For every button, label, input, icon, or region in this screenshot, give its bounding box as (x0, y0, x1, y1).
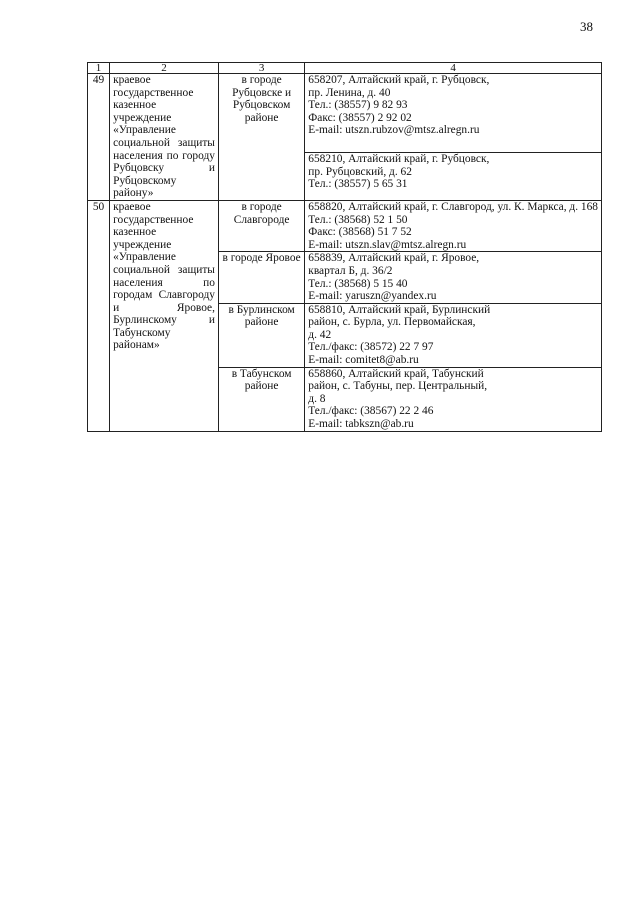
institutions-table (87, 62, 602, 432)
contact-line: д. 42 (308, 328, 332, 341)
contact-line: Факс: (38557) 2 92 02 (308, 111, 412, 124)
contact-details (305, 252, 602, 303)
contact-details (305, 153, 602, 201)
organization-name: краевое государственное казенное учреждение «Управление социальной защиты населения по городу Рубцовску и Рубцовскому району» (110, 74, 219, 201)
contact-line: Тел.: (38568) 5 15 40 (308, 277, 408, 290)
contact-line: Тел.: (38557) 9 82 93 (308, 99, 408, 112)
column-header: 1 (88, 63, 110, 74)
organization-name: краевое государственное казенное учреждение «Управление социальной защиты населения по городам Славгороду и Яровое, Бурлинскому и Табунскому районам» (110, 200, 219, 431)
email-line: E-mail: utszn.rubzov@mtsz.alregn.ru (308, 124, 480, 137)
email-line: E-mail: yaruszn@yandex.ru (308, 290, 437, 303)
branch-location: в городе Яровое (218, 252, 304, 303)
contact-line: 658810, Алтайский край, Бурлинский (308, 303, 491, 316)
contact-details (305, 303, 602, 367)
table-row (88, 74, 602, 153)
table-header-row (88, 63, 602, 74)
contact-line: 658860, Алтайский край, Табунский (308, 367, 484, 380)
contact-line: 658820, Алтайский край, г. Славгород, ул. К. Маркса, д. 168 (308, 200, 598, 213)
contact-line: Тел.: (38557) 5 65 31 (308, 178, 408, 191)
email-line: E-mail: utszn.slav@mtsz.alregn.ru (308, 238, 467, 251)
row-number: 50 (88, 200, 110, 431)
contact-line: Тел./факс: (38567) 22 2 46 (308, 405, 434, 418)
row-number: 49 (88, 74, 110, 201)
contact-line: квартал Б, д. 36/2 (308, 264, 393, 277)
table-row (88, 200, 602, 251)
column-header: 2 (110, 63, 219, 74)
contact-line: 658207, Алтайский край, г. Рубцовск, (308, 74, 490, 86)
contact-line: пр. Ленина, д. 40 (308, 86, 391, 99)
contact-line: пр. Рубцовский, д. 62 (308, 165, 412, 178)
contact-line: д. 8 (308, 392, 326, 405)
contact-details (305, 200, 602, 251)
column-header: 3 (218, 63, 304, 74)
contact-line: Тел.: (38568) 52 1 50 (308, 213, 408, 226)
contact-line: Факс: (38568) 51 7 52 (308, 226, 412, 239)
contact-line: 658210, Алтайский край, г. Рубцовск, (308, 153, 490, 166)
contact-line: район, с. Бурла, ул. Первомайская, (308, 316, 476, 329)
contact-line: 658839, Алтайский край, г. Яровое, (308, 252, 480, 265)
column-header: 4 (305, 63, 602, 74)
branch-location: в городе Славгороде (218, 200, 304, 251)
contact-line: Тел./факс: (38572) 22 7 97 (308, 341, 434, 354)
branch-location: в городе Рубцовске и Рубцовском районе (218, 74, 304, 201)
contact-details (305, 367, 602, 431)
branch-location: в Бурлинском районе (218, 303, 304, 367)
contact-details (305, 74, 602, 153)
email-line: E-mail: comitet8@ab.ru (308, 354, 419, 367)
page-number: 38 (580, 19, 593, 34)
branch-location: в Табунском районе (218, 367, 304, 431)
email-line: E-mail: tabkszn@ab.ru (308, 418, 414, 431)
contact-line: район, с. Табуны, пер. Центральный, (308, 380, 488, 393)
